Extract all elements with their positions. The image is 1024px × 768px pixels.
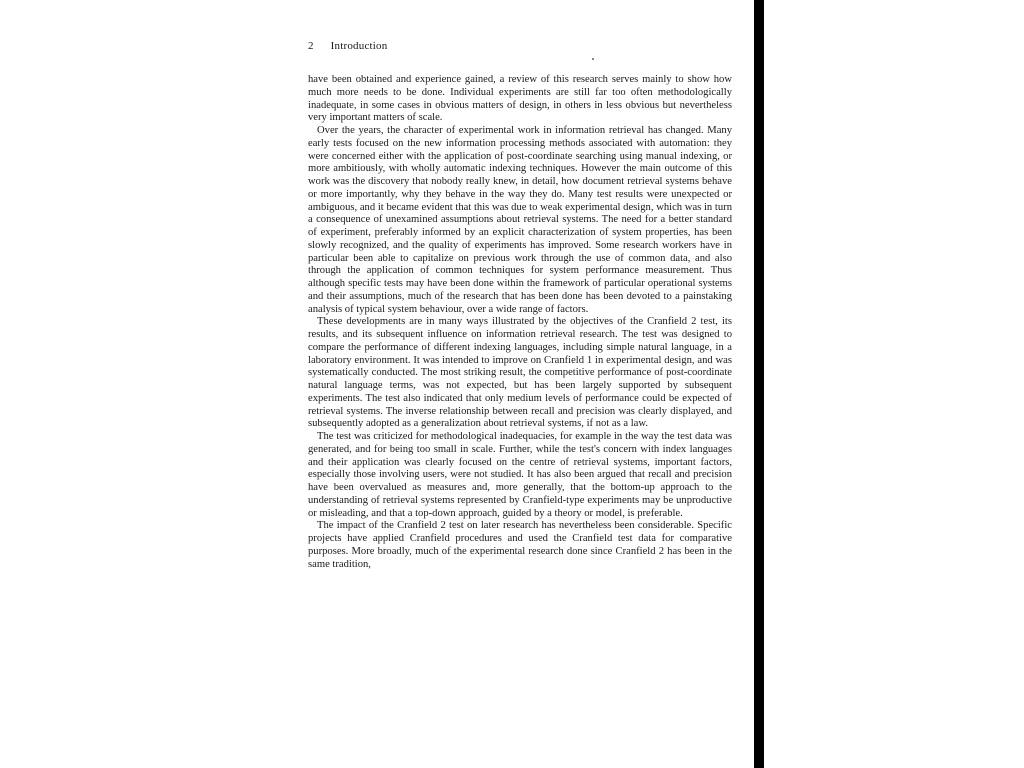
scan-speck xyxy=(592,58,594,60)
scan-edge-bar xyxy=(754,0,764,768)
section-title: Introduction xyxy=(330,40,388,52)
paragraph: These developments are in many ways illustrated by the objectives of the Cranfield 2 test, its results, and its subsequent influence on information retrieval research. The test was designed to compare the performance of different indexing languages, including simple natural language, in a laboratory environment. It was intended to improve on Cranfield 1 in experimental design, and was systematically conducted. The most striking result, the competitive performance of post-coordinate natural language terms, was not expected, but has been largely supported by subsequent experiments. The test also indicated that only medium levels of performance could be expected of retrieval systems. The inverse relationship between recall and precision was clearly displayed, and subsequently adopted as a generalization about retrieval systems, if not as a law. xyxy=(308,316,732,430)
running-head xyxy=(308,40,387,52)
paragraph: The impact of the Cranfield 2 test on later research has nevertheless been considerable. Specific projects have applied Cranfield procedures and used the Cranfield test data for comparative purposes. More broadly, much of the experimental research done since Cranfield 2 has been in the same tradition, xyxy=(308,520,732,570)
paragraph: have been obtained and experience gained, a review of this research serves mainly to show how much more needs to be done. Individual experiments are still far too often methodologically inadequate, in some cases in obvious matters of design, in others in less obvious but nevertheless very important matters of scale. xyxy=(308,74,732,124)
body-text xyxy=(308,74,732,571)
page-number: 2 xyxy=(308,40,314,52)
paragraph: Over the years, the character of experimental work in information retrieval has changed. Many early tests focused on the new information processing methods associated with automation: they were concerned either with the application of post-coordinate searching using manual indexing, or more ambitiously, with wholly automatic indexing techniques. However the main outcome of this work was the discovery that nobody really knew, in detail, how document retrieval systems behave or more importantly, why they behave in the way they do. Many test results were unexpected or ambiguous, and it became evident that this was due to weak experimental design, which was in turn a consequence of unexamined assumptions about retrieval systems. The need for a better standard of experiment, preferably informed by an explicit characterization of system properties, has been slowly recognized, and the quality of experiments has improved. Some research workers have in particular been able to capitalize on previous work through the use of common data, and also through the application of common techniques for system performance measurement. Thus although specific tests may have been done within the framework of particular operational systems and their assumptions, much of the research that has been done has been devoted to a painstaking analysis of typical system behaviour, over a wide range of factors. xyxy=(308,125,732,315)
paragraph: The test was criticized for methodological inadequacies, for example in the way the test data was generated, and for being too small in scale. Further, while the test's concern with index languages and their application was clearly focused on the centre of retrieval systems, important factors, especially those involving users, were not studied. It has also been argued that recall and precision have been overvalued as measures and, more generally, that the bottom-up approach to the understanding of retrieval systems represented by Cranfield-type experiments may be unproductive or misleading, and that a top-down approach, guided by a theory or model, is preferable. xyxy=(308,431,732,519)
book-page xyxy=(300,36,740,764)
